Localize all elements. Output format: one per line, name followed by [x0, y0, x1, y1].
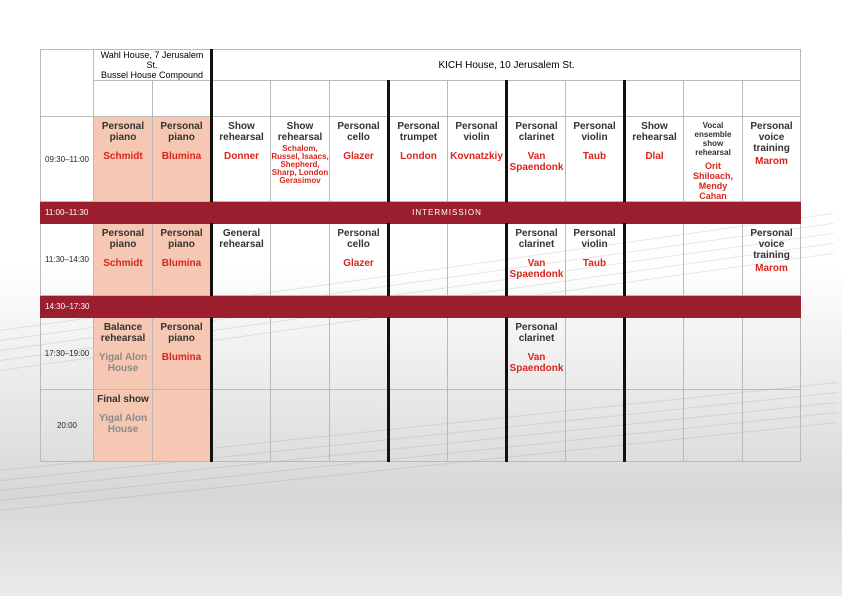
schedule-cell	[743, 390, 801, 462]
bar-time: 14:30–17:30	[41, 296, 94, 318]
table-row	[41, 390, 801, 462]
schedule-cell	[94, 318, 153, 390]
activity: Personal piano	[160, 228, 203, 250]
schedule-cell	[212, 318, 271, 390]
person: Blumina	[161, 352, 202, 363]
room-311	[566, 81, 625, 117]
room-number: 311	[586, 98, 603, 110]
activity: Personal violin	[573, 121, 616, 143]
schedule-cell	[94, 224, 153, 296]
break-label	[94, 296, 801, 318]
activity: Personal clarinet	[515, 322, 558, 344]
person: Donner	[224, 151, 259, 162]
schedule-cell	[448, 390, 507, 462]
schedule-cell	[684, 390, 743, 462]
person: Blumina	[161, 151, 202, 162]
room-level: Level 2	[696, 86, 730, 98]
location: Yigal Alon House	[98, 413, 148, 435]
schedule-cell	[448, 224, 507, 296]
date-label: 26.8	[54, 75, 80, 90]
activity: Show rehearsal	[219, 121, 264, 143]
activity: Personal violin	[455, 121, 498, 143]
weekday-label: WEDNESDAY	[41, 66, 93, 75]
schedule-cell	[684, 117, 743, 202]
person: Taub	[582, 151, 607, 162]
room-number: 303	[233, 98, 250, 110]
schedule-cell	[212, 224, 271, 296]
time-cell: 17:30–19:00	[41, 318, 94, 390]
schedule-cell	[330, 390, 389, 462]
schedule-cell	[507, 318, 566, 390]
room-level: Ground Level	[392, 87, 445, 97]
room-310	[507, 81, 566, 117]
room-301	[389, 81, 448, 117]
room-number: 305	[350, 98, 367, 110]
year-label: 2015	[54, 89, 80, 101]
wahl-site-line2: Bussel House Compound	[100, 70, 204, 80]
schedule-cell	[271, 117, 330, 202]
person: Glazer	[343, 151, 374, 162]
room-auditorium: Auditorium	[94, 81, 153, 117]
schedule-cell	[625, 390, 684, 462]
activity: Personal piano	[160, 121, 203, 143]
intermission-bar	[41, 202, 801, 224]
schedule-cell	[94, 390, 153, 462]
activity: Personal voice training	[750, 228, 793, 261]
activity: Personal voice training	[750, 121, 793, 154]
activity: Personal cello	[337, 121, 380, 143]
activity: Balance rehearsal	[100, 322, 146, 344]
schedule-cell	[389, 390, 448, 462]
schedule-cell	[743, 117, 801, 202]
schedule-cell	[448, 318, 507, 390]
person: Blumina	[161, 258, 202, 269]
person: Orit Shiloach, Mendy Cahan	[692, 161, 733, 201]
room-number: 322	[704, 98, 722, 110]
time-cell: 20:00	[41, 390, 94, 462]
person: Schalom, Russel, Isaacs, Shepherd, Sharp, London Gerasimov	[271, 144, 329, 185]
activity: Personal trumpet	[397, 121, 440, 143]
schedule-cell	[743, 318, 801, 390]
room-level: Level 1	[519, 86, 554, 98]
room-323	[743, 81, 801, 117]
schedule-cell	[625, 318, 684, 390]
activity: Personal piano	[101, 121, 145, 143]
activity: Show rehearsal	[632, 121, 677, 143]
activity: Personal piano	[101, 228, 145, 250]
schedule-cell	[271, 224, 330, 296]
schedule-cell	[330, 117, 389, 202]
room-number: 321	[646, 98, 663, 110]
room-322	[684, 81, 743, 117]
room-level: Ground Level	[450, 87, 503, 97]
room-number: 304	[291, 98, 309, 110]
schedule-cell	[94, 117, 153, 202]
activity: Vocal ensemble show rehearsal	[694, 121, 732, 157]
room-level: Level -1	[281, 86, 319, 98]
room-number: 323	[763, 98, 780, 110]
activity: Show rehearsal	[277, 121, 323, 143]
schedule-table	[40, 49, 801, 462]
person: Van Spaendonk	[509, 151, 564, 173]
activity: General rehearsal	[219, 228, 264, 250]
bar-time: 11:00–11:30	[41, 202, 94, 224]
person: Van Spaendonk	[509, 258, 564, 280]
person: London	[400, 151, 437, 162]
room-level: Level 2	[754, 86, 789, 98]
schedule-cell	[566, 318, 625, 390]
room-number: 302	[468, 98, 485, 110]
person: Marom	[755, 156, 788, 167]
room-904: 904	[153, 81, 212, 117]
table-row	[41, 318, 801, 390]
schedule-cell	[507, 117, 566, 202]
time-cell: 11:30–14:30	[41, 224, 94, 296]
schedule-cell	[389, 117, 448, 202]
schedule-cell	[153, 390, 212, 462]
activity: Personal violin	[573, 228, 616, 250]
room-321	[625, 81, 684, 117]
schedule-cell	[330, 224, 389, 296]
schedule-cell	[507, 224, 566, 296]
schedule-cell	[212, 117, 271, 202]
person: Glazer	[343, 258, 374, 269]
room-number: 301	[410, 98, 427, 110]
schedule-cell	[153, 117, 212, 202]
schedule-cell	[153, 224, 212, 296]
date-cell	[41, 50, 94, 117]
room-303	[212, 81, 271, 117]
schedule-cell	[684, 224, 743, 296]
room-level: Level 1	[577, 86, 612, 98]
room-level: Level -1	[339, 86, 378, 98]
person: Van Spaendonk	[509, 352, 564, 374]
schedule-cell	[212, 390, 271, 462]
table-row	[41, 224, 801, 296]
schedule-cell	[271, 318, 330, 390]
table-row	[41, 117, 801, 202]
schedule-cell	[566, 117, 625, 202]
activity: Personal clarinet	[515, 228, 558, 250]
schedule-cell	[566, 390, 625, 462]
schedule-cell	[625, 224, 684, 296]
room-level: Level 2	[637, 86, 672, 98]
schedule-cell	[271, 390, 330, 462]
activity: Personal piano	[160, 322, 203, 344]
break-bar	[41, 296, 801, 318]
room-level: Level -1	[222, 86, 261, 98]
schedule-cell	[566, 224, 625, 296]
wahl-house-header	[94, 50, 212, 81]
activity: Personal cello	[337, 228, 380, 250]
person: Taub	[582, 258, 607, 269]
location: Yigal Alon House	[98, 352, 148, 374]
time-cell: 09:30–11:00	[41, 117, 94, 202]
room-302	[448, 81, 507, 117]
schedule-cell	[743, 224, 801, 296]
activity: Personal clarinet	[515, 121, 558, 143]
schedule-cell	[153, 318, 212, 390]
person: Kovnatzkiy	[450, 151, 503, 162]
schedule-cell	[684, 318, 743, 390]
schedule-cell	[625, 117, 684, 202]
room-number: 310	[528, 98, 545, 110]
person: Marom	[755, 263, 788, 274]
schedule-cell	[330, 318, 389, 390]
room-305	[330, 81, 389, 117]
wahl-site-line1: Wahl House, 7 Jerusalem St.	[100, 50, 204, 70]
person: Dlal	[645, 151, 664, 162]
schedule-cell	[507, 390, 566, 462]
activity: Final show	[97, 394, 149, 405]
schedule-cell	[448, 117, 507, 202]
intermission-label: INTERMISSION	[94, 202, 801, 224]
schedule-cell	[389, 318, 448, 390]
person: Schmidt	[103, 151, 143, 162]
person: Schmidt	[103, 258, 143, 269]
room-304	[271, 81, 330, 117]
kich-house-header: KICH House, 10 Jerusalem St.	[212, 50, 801, 81]
schedule-cell	[389, 224, 448, 296]
